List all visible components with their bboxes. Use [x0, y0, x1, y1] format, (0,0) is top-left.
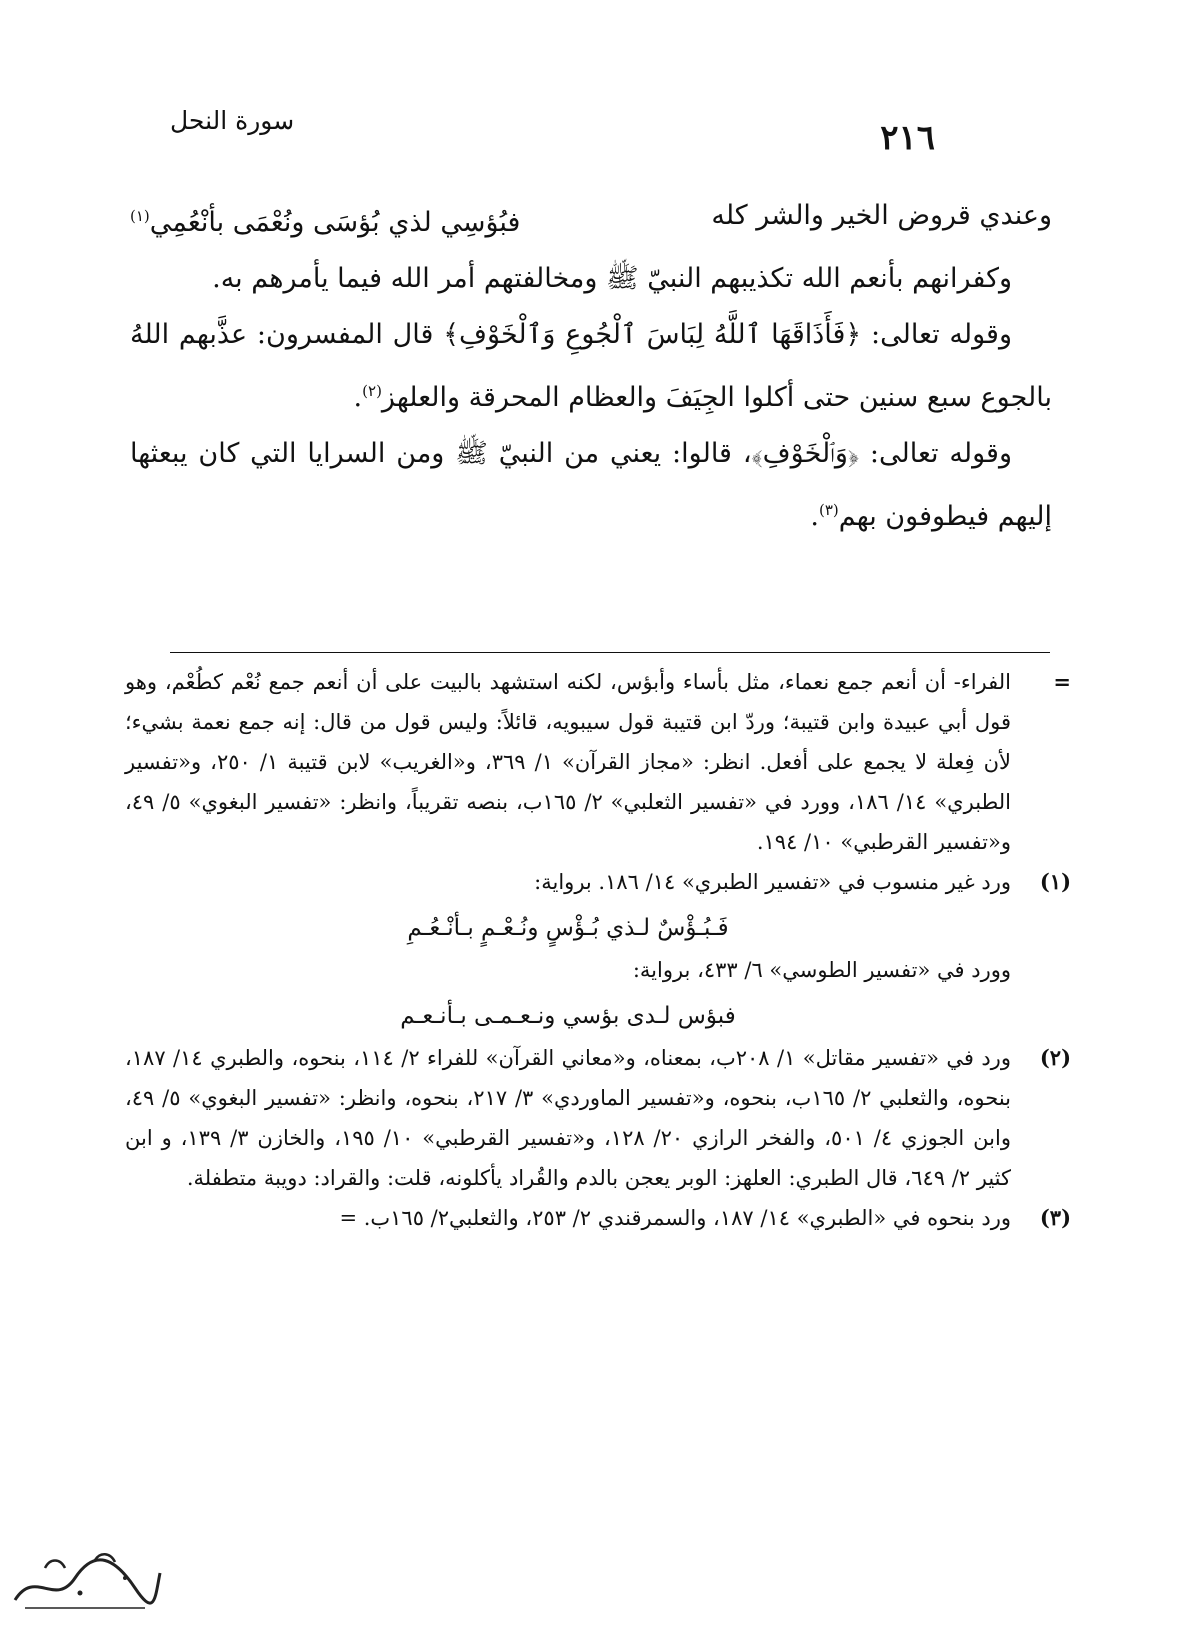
page-number: ٢١٦: [880, 118, 935, 158]
footnote-2-text: ورد في «تفسير مقاتل» ١/ ٢٠٨ب، بمعناه، و«معاني القرآن» للفراء ٢/ ١١٤، بنحوه، والطبري ١٤/ ١٨٧، بنحوه، والثعلبي ٢/ ١٦٥ب، بنحوه، و«تفسير الماوردي» ٣/ ٢١٧، بنحوه، وانظر: «تفسير البغوي» ٥/ ٤٩، وابن الجوزي ٤/ ٥٠١، والفخر الرازي ٢٠/ ١٢٨، و«تفسير القرطبي» ١٠/ ١٩٥، والخازن ٣/ ١٣٩، و ابن كثير ٢/ ٦٤٩، قال الطبري: العلهز: الوبر يعجن بالدم والقُراد يأكلونه، قلت: والقراد: دويبة متطفلة.: [125, 1046, 1011, 1190]
footnote-2: [125, 1038, 1077, 1198]
paragraph-3: [130, 426, 1052, 545]
paragraph-3-text: وقوله تعالى: ﴿وَٱلْخَوْفِ﴾، قالوا: يعني من النبيّ ﷺ ومن السرايا التي كان يبعثها إليهم فيطوفون بهم: [130, 438, 1052, 532]
poetry-verse: [130, 188, 1052, 251]
footnotes: [125, 662, 1077, 1238]
paragraph-2: [130, 307, 1052, 426]
footnote-1-text: ورد غير منسوب في «تفسير الطبري» ١٤/ ١٨٦. برواية:: [534, 870, 1011, 894]
footnote-1: [125, 862, 1077, 902]
publisher-logo: [5, 1538, 165, 1618]
footnote-ref-1: (١): [130, 207, 150, 225]
paragraph-3-end: .: [810, 501, 819, 532]
verse-hemistich-2: [130, 188, 520, 251]
footnote-ref-2: (٢): [362, 382, 382, 400]
footnote-1-marker: (١): [1039, 869, 1071, 894]
footnote-ref-3: (٣): [819, 501, 839, 519]
footnote-2-marker: (٢): [1039, 1045, 1071, 1070]
footnote-3: [125, 1198, 1077, 1238]
main-text: [130, 188, 1052, 545]
footnote-3-text: ورد بنحوه في «الطبري» ١٤/ ١٨٧، والسمرقندي ٢/ ٢٥٣، والثعلبي٢/ ١٦٥ب. =: [339, 1206, 1011, 1230]
footnote-1-text-2: وورد في «تفسير الطوسي» ٦/ ٤٣٣، برواية:: [632, 958, 1011, 982]
verse-hemistich-2-text: فبُؤسِي لذي بُؤسَى ونُعْمَى بأنْعُمِي: [149, 207, 521, 238]
footnote-continuation: [125, 662, 1077, 862]
paragraph-2-text: وقوله تعالى: ﴿فَأَذَاقَهَا ٱللَّهُ لِبَاسَ ٱلْجُوعِ وَٱلْخَوْفِ﴾ قال المفسرون: عذَّبهم اللهُ بالجوع سبع سنين حتى أكلوا الجِيَفَ والعظام المحرقة والعلهز: [130, 319, 1052, 413]
footnote-1-poem-1: فَـبُـؤْسٌ لـذي بُـؤْسٍ ونُـعْـمٍ بـأنْـعُـمِ: [407, 915, 729, 941]
footnote-3-marker: (٣): [1039, 1205, 1071, 1230]
continuation-marker: =: [1053, 669, 1071, 694]
paragraph-2-end: .: [353, 382, 363, 413]
continuation-text: الفراء- أن أنعم جمع نعماء، مثل بأساء وأبؤس، لكنه استشهد بالبيت على أن أنعم جمع نُعْم كطُعْم، وهو قول أبي عبيدة وابن قتيبة؛ وردّ ابن قتيبة قول سيبويه، قائلاً: وليس قول من قال: إنه جمع نعمة بشيء؛ لأن فِعلة لا يجمع على أفعل. انظر: «مجاز القرآن» ١/ ٣٦٩، و«الغريب» لابن قتيبة ١/ ٢٥٠، و«تفسير الطبري» ١٤/ ١٨٦، وورد في «تفسير الثعلبي» ٢/ ١٦٥ب، بنصه تقريباً، وانظر: «تفسير البغوي» ٥/ ٤٩، و«تفسير القرطبي» ١٠/ ١٩٤.: [125, 670, 1011, 854]
footnote-1-poem-2: فبؤس لـدى بؤسي ونـعـمـى بـأنـعـم: [400, 1003, 736, 1029]
footnote-separator: [170, 652, 1050, 653]
verse-hemistich-1: وعندي قروض الخير والشر كله: [711, 200, 1052, 231]
paragraph-1: وكفرانهم بأنعم الله تكذيبهم النبيّ ﷺ ومخالفتهم أمر الله فيما يأمرهم به.: [212, 263, 1012, 294]
surah-title: سورة النحل: [170, 106, 295, 135]
page-header: [170, 100, 935, 160]
